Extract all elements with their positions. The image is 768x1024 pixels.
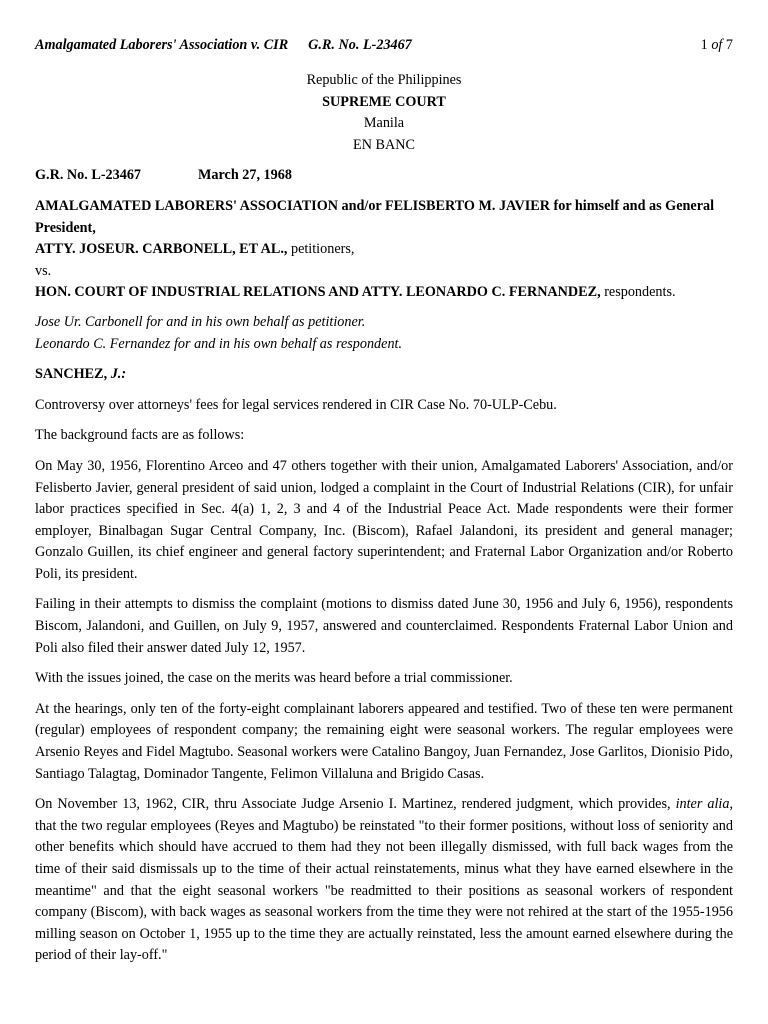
petitioner-role: petitioners, bbox=[287, 241, 355, 258]
counsel-block bbox=[35, 312, 733, 355]
counsel-respondent: Leonardo C. Fernandez for and in his own behalf as respondent. bbox=[35, 335, 403, 352]
paragraph-3: On May 30, 1956, Florentino Arceo and 47 others together with their union, Amalgamated Laborers' Association, and/or Felisberto Javier, general president of said union, lodged a complaint in the Court of Industrial Relations (CIR), for unfair labor practices specified in Sec. 4(a) 1, 2, 3 and 4 of the Industrial Peace Act. Made respondents were their former employer, Binalbagan Sugar Central Company, Inc. (Biscom), Rafael Jalandoni, its president and general manager; Gonzalo Guillen, its chief engineer and general factory superintendent; and Fraternal Labor Organization and/or Roberto Poli, its president. bbox=[35, 457, 733, 582]
republic-line: Republic of the Philippines bbox=[306, 72, 462, 88]
respondents-names: HON. COURT OF INDUSTRIAL RELATIONS AND ATTY. LEONARDO C. FERNANDEZ, bbox=[35, 284, 601, 301]
paragraph-4: Failing in their attempts to dismiss the complaint (motions to dismiss dated June 30, 1956 and July 6, 1956), respondents Biscom, Jalandoni, and Guillen, on July 9, 1957, answered and counterclaimed. Respondents Fraternal Labor Union and Poli also filed their answer dated July 12, 1957. bbox=[35, 596, 733, 656]
ponente bbox=[35, 364, 733, 386]
respondents-role: respondents. bbox=[600, 284, 676, 301]
decision-date: March 27, 1968 bbox=[198, 167, 292, 184]
petitioner-secondary: ATTY. JOSEUR. CARBONELL, ET AL., bbox=[35, 241, 288, 258]
paragraph-5: With the issues joined, the case on the merits was heard before a trial commissioner. bbox=[35, 670, 513, 687]
court-city: Manila bbox=[363, 115, 405, 132]
header-gr-number: G.R. No. L-23467 bbox=[308, 37, 412, 53]
counsel-petitioner: Jose Ur. Carbonell for and in his own behalf as petitioner. bbox=[35, 313, 366, 330]
paragraph-1: Controversy over attorneys' fees for legal services rendered in CIR Case No. 70-ULP-Cebu. bbox=[35, 396, 557, 413]
inter-alia: inter alia bbox=[675, 796, 730, 813]
paragraph-6: At the hearings, only ten of the forty-eight complainant laborers appeared and testified. Two of these ten were permanent (regular) employees of respondent company; the remaining eight were seasonal workers. The regular employees were Arsenio Reyes and Fidel Magtubo. Seasonal workers were Catalino Bangoy, Juan Fernandez, Jose Garlitos, Dionisio Pido, Santiago Talagtag, Dominador Tangente, Felimon Villaluna and Brigido Casas. bbox=[35, 700, 733, 782]
ponente-name: SANCHEZ, bbox=[35, 366, 108, 383]
versus: vs. bbox=[35, 262, 52, 279]
paragraph-7: On November 13, 1962, CIR, thru Associate Judge Arsenio I. Martinez, rendered judgment, which provides, inter alia, that the two regular employees (Reyes and Magtubo) be reinstated "to their former positions, without loss of seniority and other benefits which should have accrued to them had they not been illegally dismissed, with full back wages from the time of their said dismissals up to the time of their actual reinstatements, minus what they have earned elsewhere in the meantime" and that the eight seasonal workers "be readmitted to their positions as seasonal workers of respondent company (Biscom), with back wages as seasonal workers from the time they were not rehired at the start of the 1955-1956 milling season on October 1, 1955 up to the time they are actually reinstated, less the amount earned elsewhere during the period of their lay-off." bbox=[35, 796, 733, 964]
paragraph-2: The background facts are as follows: bbox=[35, 427, 245, 444]
case-gr-number: G.R. No. L-23467 bbox=[35, 167, 142, 184]
petitioner-main: AMALGAMATED LABORERS' ASSOCIATION and/or FELISBERTO M. JAVIER for himself and as General President, bbox=[35, 197, 715, 236]
document-body bbox=[35, 70, 733, 967]
court-name: SUPREME COURT bbox=[322, 93, 446, 110]
case-number-line bbox=[35, 165, 733, 187]
header-case-title: Amalgamated Laborers' Association v. CIR bbox=[35, 37, 289, 53]
running-header bbox=[35, 35, 733, 57]
case-parties bbox=[35, 196, 733, 304]
court-heading bbox=[35, 70, 733, 156]
court-division: EN BANC bbox=[353, 136, 415, 153]
respondents-line bbox=[35, 282, 733, 304]
page-number: 1 of 7 bbox=[700, 37, 733, 53]
petitioner-secondary-line bbox=[35, 239, 733, 261]
ponente-title: J.: bbox=[110, 366, 127, 383]
